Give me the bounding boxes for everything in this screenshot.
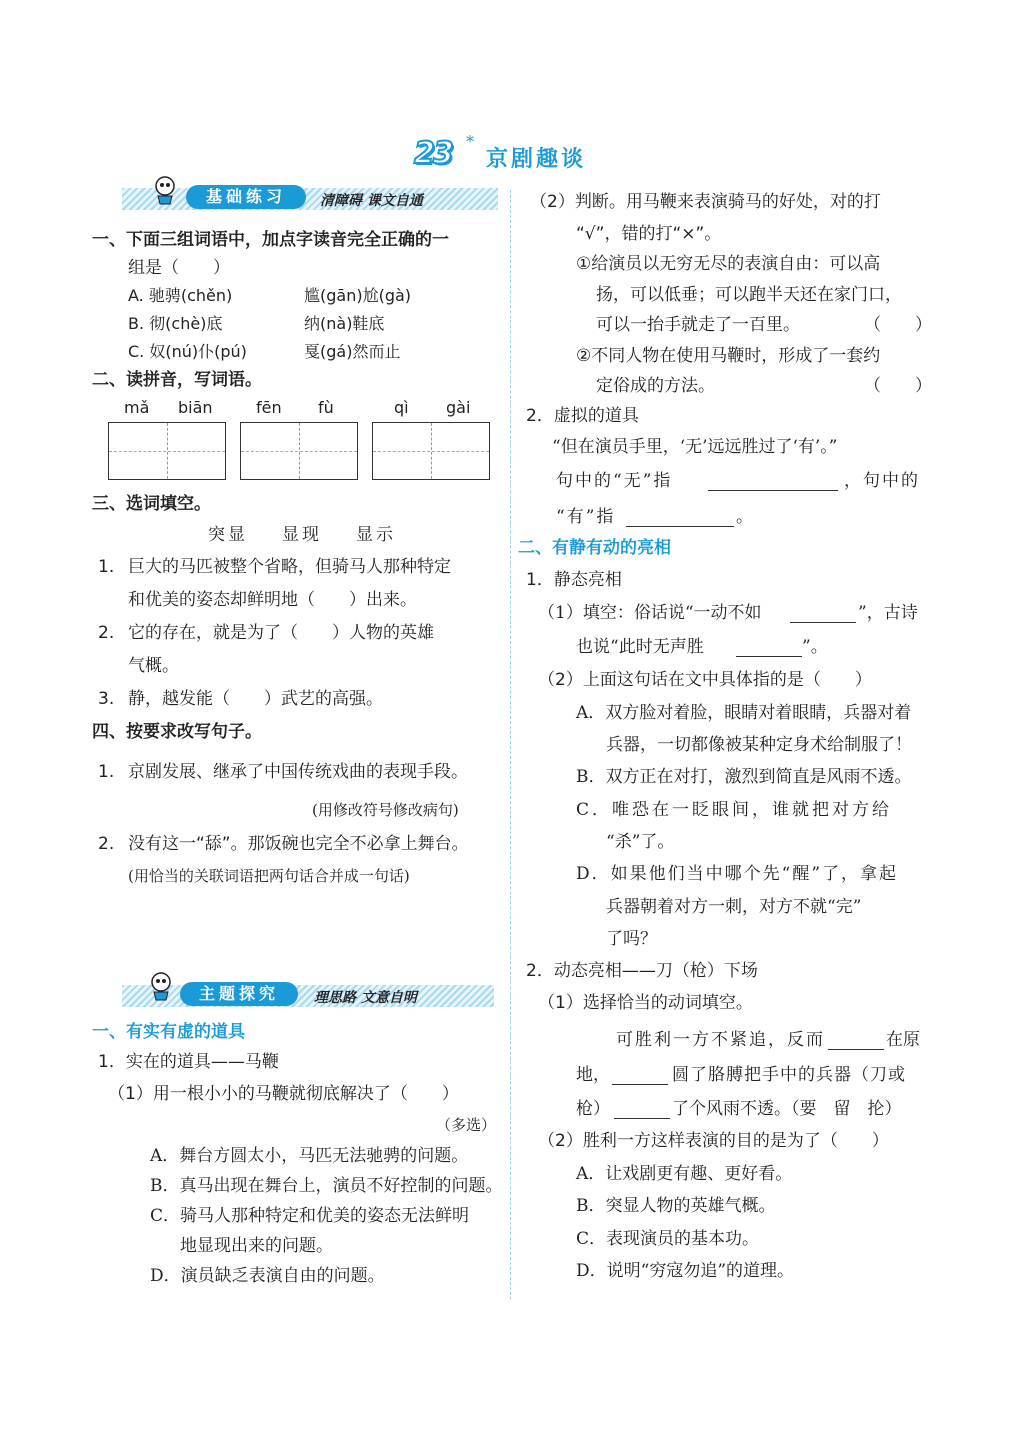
theme1-q1: （1）用一根小小的马鞭就彻底解决了（ ） — [108, 1084, 459, 1104]
dynamic-opt-d: D．说明“穷寇勿追”的道理。 — [576, 1261, 795, 1281]
judge-l3: ①给演员以无穷无尽的表演自由：可以高 — [576, 254, 881, 274]
writing-box-3[interactable] — [372, 422, 490, 480]
q4-item-2-l1: 没有这一“舔”。那饭碗也完全不必拿上舞台。 — [128, 834, 469, 854]
section-theme-label: 主题探究 — [180, 982, 298, 1006]
dynamic-fill-blank-3[interactable] — [614, 1102, 670, 1119]
q3-word-3: 显示 — [356, 525, 396, 545]
lesson-header — [414, 132, 614, 176]
q2-title: 二、读拼音，写词语。 — [92, 370, 262, 390]
pinyin-3a: qì — [394, 398, 409, 417]
q3-item-1-l1: 巨大的马匹被整个省略，但骑马人那种特定 — [128, 557, 451, 577]
static-opt-a1: A．双方脸对着脸，眼睛对着眼睛，兵器对着 — [576, 703, 912, 723]
static-fill-blank-2[interactable] — [736, 640, 802, 657]
virtual-prop-title: 2．虚拟的道具 — [526, 406, 639, 426]
q3-item-2-num: 2. — [98, 623, 115, 643]
q1-option-b-left: B. 彻(chè)底 — [128, 314, 223, 333]
static-opt-b: B．双方正在对打，激烈到简直是风雨不透。 — [576, 767, 912, 787]
judge-l2: “√”，错的打“×”。 — [576, 224, 722, 244]
section-theme-banner — [122, 985, 494, 1007]
q4-item-1-num: 1. — [98, 762, 115, 782]
theme1-opt-a: A．舞台方圆太小，马匹无法驰骋的问题。 — [150, 1146, 469, 1166]
dynamic-fill-b: 在原 — [886, 1030, 920, 1050]
theme2-title: 二、有静有动的亮相 — [518, 538, 671, 558]
dynamic-q2: （2）胜利一方这样表演的目的是为了（ ） — [538, 1131, 889, 1151]
judge-l5-paren[interactable]: （ ） — [864, 315, 932, 335]
static-opt-c1: C．唯恐在一眨眼间，谁就把对方给 — [576, 800, 893, 820]
pinyin-3b: gài — [446, 398, 471, 417]
dynamic-opt-a: A．让戏剧更有趣、更好看。 — [576, 1164, 793, 1184]
q1-option-a-left: A. 驰骋(chěn) — [128, 286, 233, 305]
static-opt-d1: D．如果他们当中哪个先“醒”了，拿起 — [576, 864, 899, 884]
mascot-icon-2 — [148, 972, 174, 1002]
dynamic-opt-b: B．突显人物的英雄气概。 — [576, 1196, 776, 1216]
static-fill-c: 也说“此时无声胜 — [576, 637, 704, 657]
q1-option-c-right: 戛(gá)然而止 — [304, 342, 401, 361]
pinyin-1b: biān — [178, 398, 213, 417]
q1-option-b-right: 纳(nà)鞋底 — [304, 314, 385, 333]
judge-l5: 可以一抬手就走了一百里。 — [596, 315, 800, 335]
dynamic-fill-blank-1[interactable] — [828, 1033, 884, 1050]
lesson-title: 京剧趣谈 — [486, 147, 587, 172]
virtual-prop-wu-a: 句中的“无”指 — [556, 471, 673, 491]
section-basic-tag: 清障碍 课文自通 — [320, 193, 423, 209]
theme1-q1-note: （多选） — [436, 1116, 497, 1134]
q3-item-3-num: 3. — [98, 689, 115, 709]
mascot-icon — [152, 176, 178, 206]
virtual-prop-you-b: 。 — [736, 507, 753, 527]
static-fill-a: （1）填空：俗话说“一动不如 — [538, 603, 762, 623]
virtual-prop-quote: “但在演员手里，‘无’远远胜过了‘有’。” — [552, 437, 838, 457]
q3-word-1: 突显 — [208, 525, 248, 545]
judge-l6: ②不同人物在使用马鞭时，形成了一套约 — [576, 346, 881, 366]
theme1-opt-d: D．演员缺乏表演自由的问题。 — [150, 1266, 385, 1286]
q4-item-1-note: (用修改符号修改病句) — [312, 801, 459, 819]
q3-item-2-l2: 气概。 — [128, 656, 179, 676]
static-title: 1．静态亮相 — [526, 570, 622, 590]
dynamic-fill-c: 地， — [576, 1065, 610, 1085]
q1-option-c-left: C. 奴(nú)仆(pú) — [128, 342, 247, 361]
pinyin-2a: fēn — [256, 398, 282, 417]
judge-l7-paren[interactable]: （ ） — [864, 376, 932, 396]
lesson-star: * — [466, 132, 474, 151]
static-opt-c2: “杀”了。 — [606, 832, 675, 852]
q4-item-1-l1: 京剧发展、继承了中国传统戏曲的表现手段。 — [128, 762, 468, 782]
static-opt-a2: 兵器，一切都像被某种定身术给制服了！ — [606, 735, 912, 755]
static-opt-d2: 兵器朝着对方一刺，对方不就“完” — [606, 897, 862, 917]
section-basic-label: 基础练习 — [186, 185, 306, 209]
writing-box-2[interactable] — [240, 422, 358, 480]
theme1-title: 一、有实有虚的道具 — [92, 1022, 245, 1042]
dynamic-fill-a: 可胜利一方不紧追，反而 — [616, 1030, 825, 1050]
q4-item-2-num: 2. — [98, 834, 115, 854]
column-divider — [510, 190, 511, 1300]
static-opt-d3: 了吗？ — [606, 929, 657, 949]
virtual-prop-wu-blank[interactable] — [708, 474, 838, 491]
section-theme-tag: 理思路 文意自明 — [314, 990, 417, 1006]
static-fill-d: ”。 — [802, 637, 828, 657]
q3-title: 三、选词填空。 — [92, 494, 211, 514]
dynamic-title: 2．动态亮相——刀（枪）下场 — [526, 961, 758, 981]
pinyin-2b: fù — [318, 398, 334, 417]
judge-l4: 扬，可以低垂；可以跑半天还在家门口， — [596, 285, 902, 305]
virtual-prop-wu-b: ，句中的 — [844, 471, 920, 491]
judge-l1: （2）判断。用马鞭来表演骑马的好处，对的打 — [530, 192, 881, 212]
dynamic-fill-f: 了个风雨不透。（要 留 抡） — [672, 1099, 902, 1119]
q3-word-2: 显现 — [282, 525, 322, 545]
dynamic-fill-blank-2[interactable] — [612, 1068, 668, 1085]
section-basic-banner — [122, 188, 498, 210]
static-fill-blank-1[interactable] — [790, 606, 856, 623]
virtual-prop-you-a: “有”指 — [556, 507, 616, 527]
writing-box-1[interactable] — [108, 422, 226, 480]
judge-l7: 定俗成的方法。 — [596, 376, 715, 396]
lesson-number: 23 — [414, 136, 452, 171]
q3-item-2-l1: 它的存在，就是为了（ ）人物的英雄 — [128, 623, 434, 643]
q3-item-1-num: 1. — [98, 557, 115, 577]
dynamic-opt-c: C．表现演员的基本功。 — [576, 1229, 760, 1249]
q4-title: 四、按要求改写句子。 — [92, 722, 262, 742]
q1-title-cont: 组是（ ） — [128, 258, 230, 278]
static-fill-b: ”，古诗 — [858, 603, 918, 623]
q1-option-a-right: 尴(gān)尬(gà) — [304, 286, 412, 305]
q3-item-1-l2: 和优美的姿态却鲜明地（ ）出来。 — [128, 590, 417, 610]
dynamic-fill-d: 圆了胳膊把手中的兵器（刀或 — [672, 1065, 906, 1085]
theme1-opt-c: C．骑马人那种特定和优美的姿态无法鲜明 — [150, 1206, 470, 1226]
q3-item-3-l1: 静，越发能（ ）武艺的高强。 — [128, 689, 383, 709]
dynamic-fill-e: 枪） — [576, 1099, 610, 1119]
dynamic-q1: （1）选择恰当的动词填空。 — [538, 993, 753, 1013]
pinyin-1a: mǎ — [124, 398, 150, 417]
virtual-prop-you-blank[interactable] — [626, 510, 734, 527]
theme1-opt-c-cont: 地显现出来的问题。 — [180, 1236, 333, 1256]
q1-title: 一、下面三组词语中，加点字读音完全正确的一 — [92, 230, 449, 250]
static-q2: （2）上面这句话在文中具体指的是（ ） — [538, 670, 872, 690]
theme1-opt-b: B．真马出现在舞台上，演员不好控制的问题。 — [150, 1176, 503, 1196]
theme1-sub1: 1．实在的道具——马鞭 — [98, 1052, 279, 1072]
q4-item-2-note: (用恰当的关联词语把两句话合并成一句话) — [128, 867, 410, 885]
